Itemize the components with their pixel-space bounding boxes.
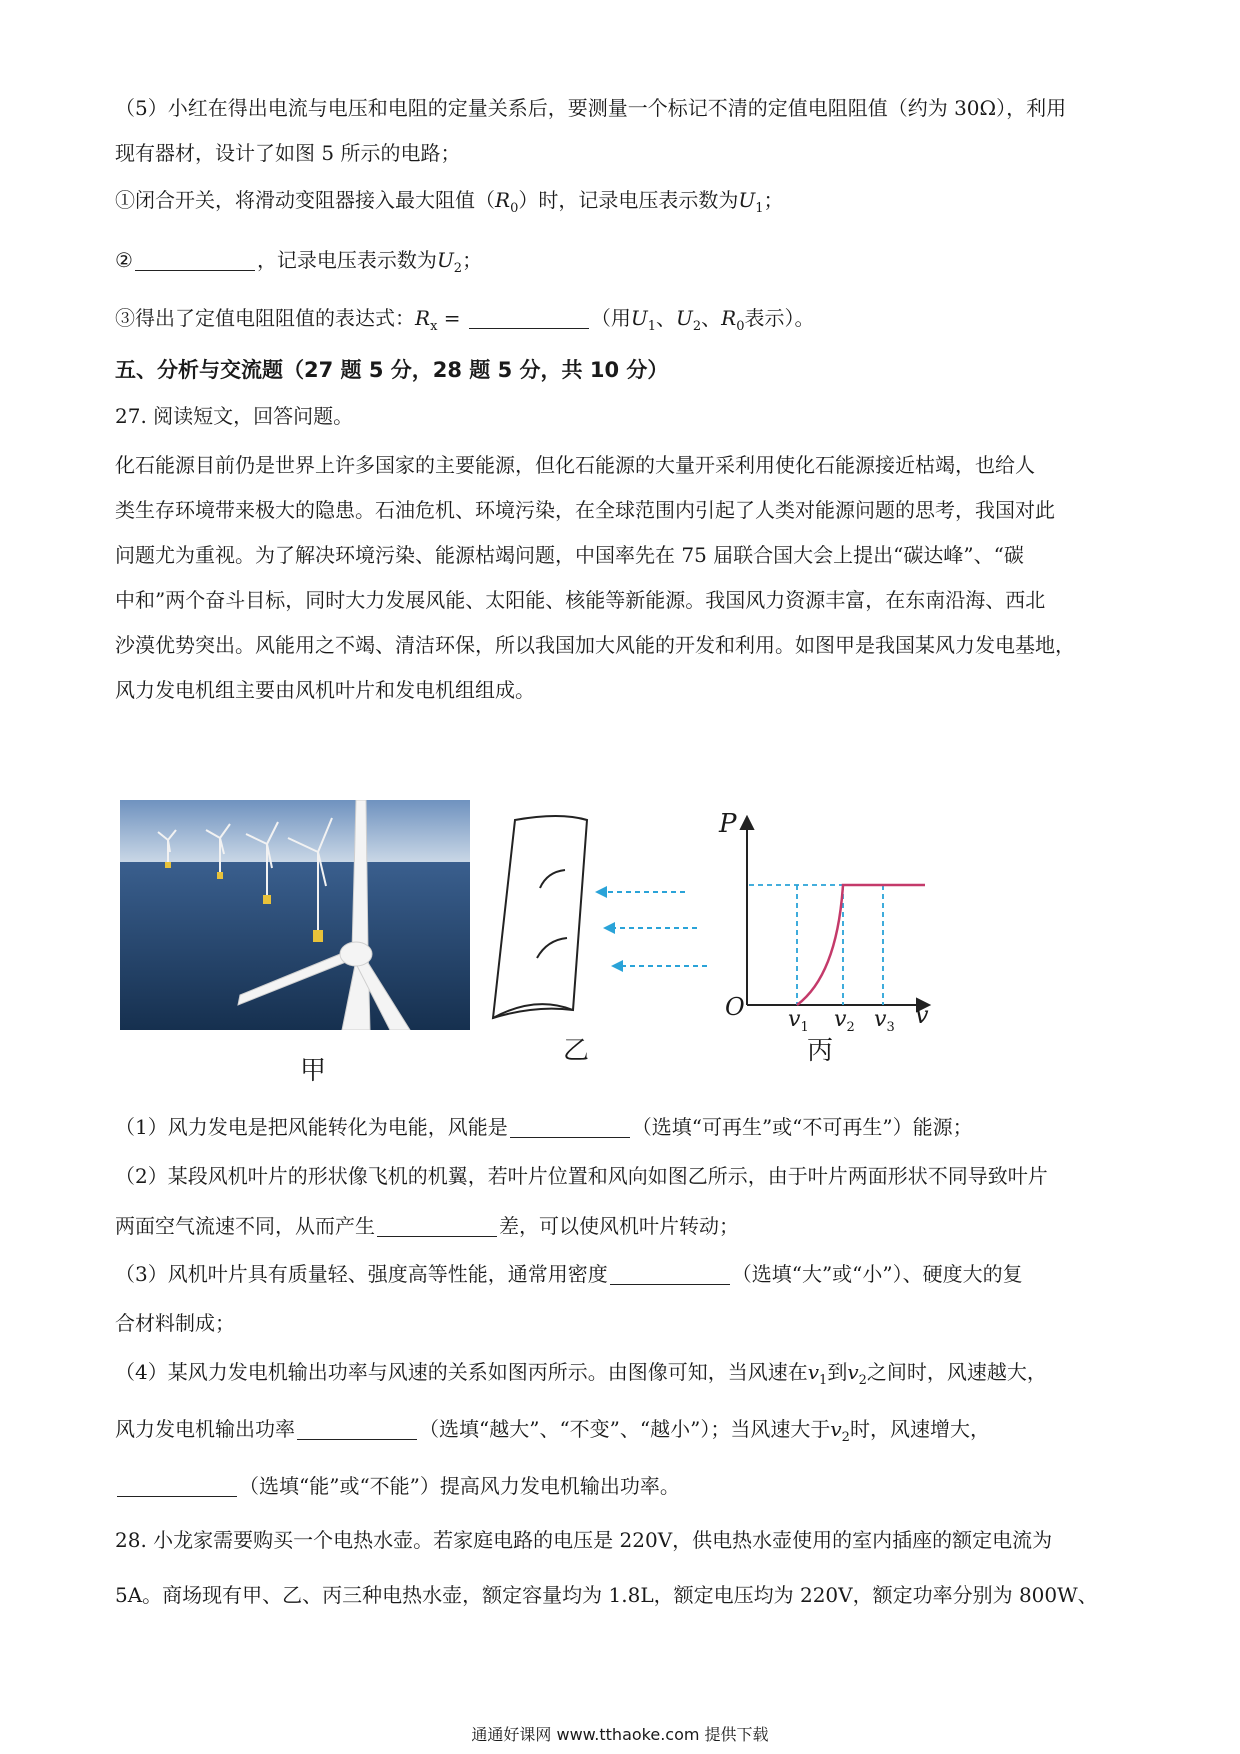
q26-5-intro-line2: 现有器材，设计了如图 5 所示的电路；: [115, 141, 461, 165]
q27-passage: 化石能源目前仍是世界上许多国家的主要能源，但化石能源的大量开采利用使化石能源接近枯竭，也给人 类生存环境带来极大的隐患。石油危机、环境污染，在全球范围内引起了人类对能源问题的思考，我国对此 问题尤为重视。为了解决环境污染、能源枯竭问题，中国率先在 75 届联合国大会上提出“碳达峰”、“碳 中和”两个奋斗目标，同时大力发展风能、太阳能、核能等新能源。我国风力资源丰富，在东南沿海、西北 沙漠优势突出。风能用之不竭、清洁环保，所以我国加大风能的开发和利用。如图甲是我国某风力发电基地， 风力发电机组主要由风机叶片和发电机组组成。: [115, 453, 1075, 702]
q27-part3-line1: （3）风机叶片具有质量轻、强度高等性能，通常用密度 （选填“大”或“小”）、硬度大的复: [115, 1262, 1023, 1286]
answer-blank[interactable]: [469, 308, 589, 329]
q28-line1: 28. 小龙家需要购买一个电热水壶。若家庭电路的电压是 220V，供电热水壶使用的室内插座的额定电流为: [115, 1528, 1053, 1552]
q27-part3-line2: 合材料制成；: [115, 1311, 235, 1335]
answer-blank[interactable]: [117, 1476, 237, 1497]
graph-axes: [715, 815, 945, 1045]
q27-title: 27. 阅读短文，回答问题。: [115, 404, 354, 428]
wind-farm-photo: [120, 800, 470, 1030]
fig-label-bing: 丙: [807, 1036, 834, 1066]
tick-v3: $v_3$: [874, 1007, 895, 1035]
page-footer: 通通好课网 www.tthaoke.com 提供下载: [471, 1725, 769, 1744]
graph-origin: O: [725, 993, 745, 1021]
q27-part4-line3: （选填“能”或“不能”）提高风力发电机输出功率。: [115, 1472, 680, 1500]
q26-5-step1: ①闭合开关，将滑动变阻器接入最大阻值$(R_0)$时，记录电压表示数为$U_1$；: [115, 188, 784, 216]
q28-line2: 5A。商场现有甲、乙、丙三种电热水壶，额定容量均为 1.8L，额定电压均为 220V，额定功率分别为 800W、: [115, 1583, 1098, 1607]
q27-part2-line1: （2）某段风机叶片的形状像飞机的机翼，若叶片位置和风向如图乙所示，由于叶片两面形状不同导致叶片: [115, 1164, 1048, 1188]
graph-y-label: P: [719, 809, 737, 839]
q27-part4-line1: （4）某风力发电机输出功率与风速的关系如图丙所示。由图像可知，当风速在$v_1$到$v_2$之间时，风速越大，: [115, 1360, 1047, 1388]
answer-blank[interactable]: [297, 1419, 417, 1440]
tick-v2: $v_2$: [834, 1007, 855, 1035]
answer-blank[interactable]: [377, 1216, 497, 1237]
q26-5-intro-line1: （5）小红在得出电流与电压和电阻的定量关系后，要测量一个标记不清的定值电阻阻值（约为 30Ω），利用: [115, 96, 1067, 120]
answer-blank[interactable]: [135, 250, 255, 271]
q27-part4-line2: 风力发电机输出功率 （选填“越大”、“不变”、“越小”）；当风速大于$v_2$时，风速增大，: [115, 1417, 990, 1445]
q27-part2-line2: 两面空气流速不同，从而产生 差，可以使风机叶片转动；: [115, 1214, 739, 1238]
power-speed-graph: [715, 809, 945, 1045]
q26-5-step3: ③得出了定值电阻阻值的表达式：$R_x$ = （用$U_1$、$U_2$、$R_0$表示）。: [115, 306, 815, 334]
answer-blank[interactable]: [510, 1117, 630, 1138]
graph-x-label: v: [915, 1001, 929, 1029]
tick-v1: $v_1$: [788, 1007, 809, 1035]
fig-label-yi: 乙: [563, 1036, 590, 1066]
q27-part1: （1）风力发电是把风能转化为电能，风能是 （选填“可再生”或“不可再生”）能源；: [115, 1115, 973, 1139]
blade-diagram: [485, 800, 715, 1030]
fig-label-jia: 甲: [300, 1056, 327, 1086]
q26-5-step2: ② ，记录电压表示数为$U_2$；: [115, 248, 483, 276]
section-heading: 五、分析与交流题（27 题 5 分，28 题 5 分，共 10 分）: [115, 358, 669, 382]
answer-blank[interactable]: [610, 1264, 730, 1285]
